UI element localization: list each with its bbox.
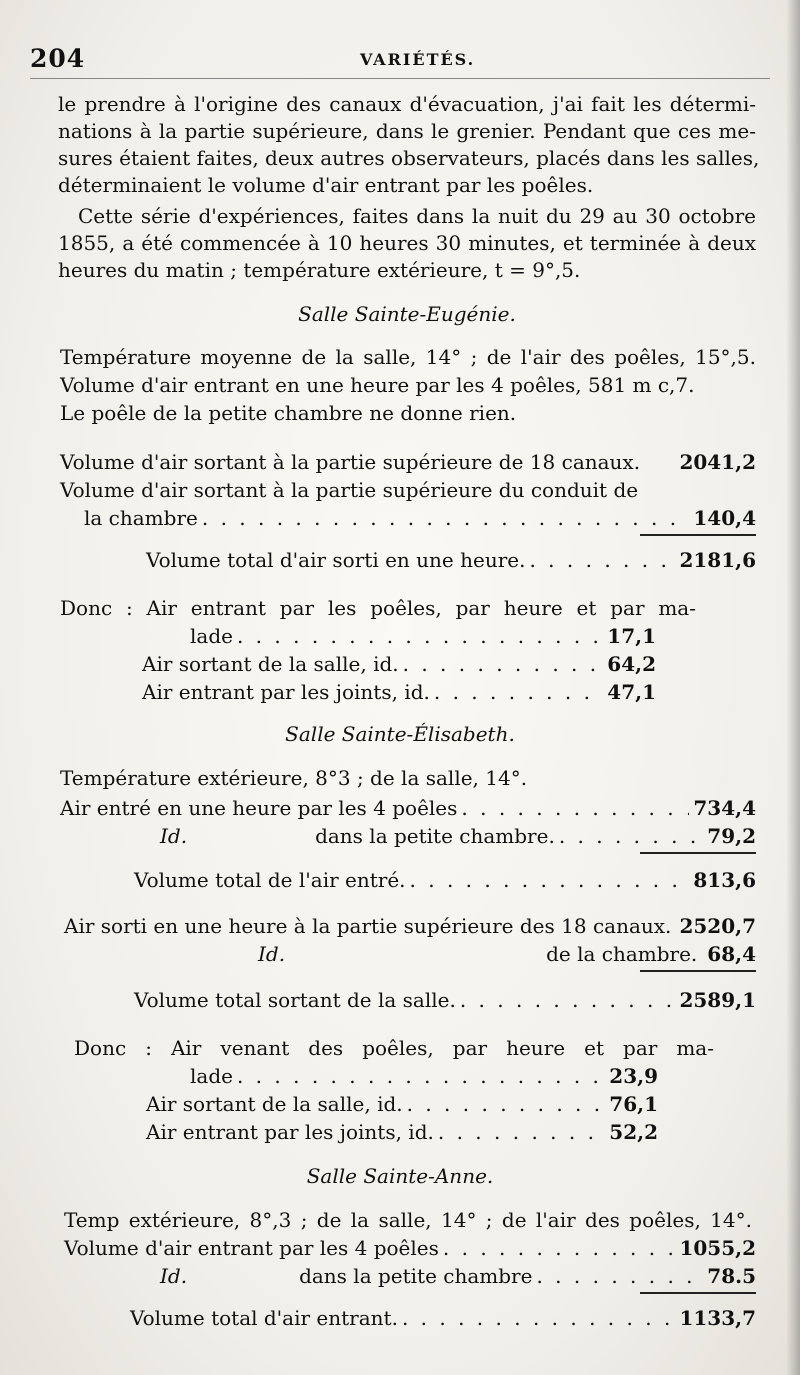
intro-line: le prendre à l'origine des canaux d'évacuation, j'ai fait les détermi- — [58, 92, 756, 116]
table-row — [146, 1092, 658, 1116]
page-header — [30, 44, 770, 78]
row-value: 1055,2 — [679, 1236, 756, 1260]
row-label: Volume d'air entrant par les 4 poêles — [64, 1236, 439, 1260]
row-value: 47,1 — [607, 680, 656, 704]
table-row — [84, 506, 756, 530]
row-label: lade — [190, 624, 233, 648]
header-rule — [30, 78, 770, 79]
row-value: 2181,6 — [679, 548, 756, 572]
table-row — [190, 1064, 658, 1088]
row-value: 79,2 — [707, 824, 756, 848]
row-value: 68,4 — [707, 942, 756, 966]
row-label: dans la petite chambre — [299, 1264, 533, 1288]
table-row — [142, 652, 656, 676]
running-title: VARIÉTÉS. — [360, 50, 476, 69]
table-row — [160, 1264, 756, 1288]
row-label: Volume total d'air entrant. — [130, 1306, 398, 1330]
sum-rule — [640, 852, 756, 854]
row-value: 76,1 — [609, 1092, 658, 1116]
row-label: Air sortant de la salle, id. — [142, 652, 399, 676]
table-row — [160, 824, 756, 848]
eugenie-line: Température moyenne de la salle, 14° ; de l'air des poêles, 15°,5. — [60, 345, 756, 369]
row-label: Volume total sortant de la salle. — [134, 988, 456, 1012]
row-value: 734,4 — [693, 796, 756, 820]
section-title-elisabeth: Salle Sainte-Élisabeth. — [285, 722, 515, 746]
sum-rule — [640, 1292, 756, 1294]
table-row — [64, 1236, 756, 1260]
eugenie-line: Le poêle de la petite chambre ne donne rien. — [60, 401, 517, 425]
row-value: 1133,7 — [679, 1306, 756, 1330]
intro-line: déterminaient le volume d'air entrant par les poêles. — [58, 173, 594, 197]
row-label: Volume d'air sortant à la partie supérieure de 18 canaux. — [60, 450, 641, 474]
table-row-total — [146, 548, 756, 572]
page-number: 204 — [30, 44, 86, 73]
sum-rule — [640, 534, 756, 536]
elisabeth-temp: Température extérieure, 8°3 ; de la salle, 14°. — [60, 766, 528, 790]
row-label: lade — [190, 1064, 233, 1088]
row-value: 140,4 — [693, 506, 756, 530]
table-row — [64, 914, 756, 938]
row-value: 17,1 — [607, 624, 656, 648]
intro-line: Cette série d'expériences, faites dans la nuit du 29 au 30 octobre — [78, 204, 756, 228]
row-label: Air entrant par les joints, id. — [146, 1120, 434, 1144]
page-edge-shadow — [786, 0, 800, 1375]
table-row — [258, 942, 756, 966]
row-label: la chambre — [84, 506, 198, 530]
table-row-total — [134, 868, 756, 892]
section-title-anne: Salle Sainte-Anne. — [306, 1164, 494, 1188]
intro-line: sures étaient faites, deux autres observateurs, placés dans les salles, — [58, 146, 760, 170]
id-abbrev: Id. — [258, 942, 286, 966]
table-row-total — [130, 1306, 756, 1330]
row-label: Volume d'air sortant à la partie supérieure du conduit de — [60, 478, 639, 502]
row-label: Volume total d'air sorti en une heure. — [146, 548, 526, 572]
row-value: 2589,1 — [679, 988, 756, 1012]
row-value: 813,6 — [693, 868, 756, 892]
eugenie-line: Volume d'air entrant en une heure par les 4 poêles, 581 m c,7. — [60, 373, 695, 397]
table-row — [142, 680, 656, 704]
row-value: 2041,2 — [679, 450, 756, 474]
intro-line: heures du matin ; température extérieure, t = 9°,5. — [58, 258, 581, 282]
id-abbrev: Id. — [160, 1264, 188, 1288]
row-value: 23,9 — [609, 1064, 658, 1088]
table-row — [60, 450, 756, 474]
intro-line: 1855, a été commencée à 10 heures 30 minutes, et terminée à deux — [58, 231, 756, 255]
row-label: Air sorti en une heure à la partie supérieure des 18 canaux. — [64, 914, 672, 938]
row-label: Air sortant de la salle, id. — [146, 1092, 403, 1116]
section-title-eugenie: Salle Sainte-Eugénie. — [298, 302, 516, 326]
table-row — [60, 796, 756, 820]
row-value: 52,2 — [609, 1120, 658, 1144]
table-row-total — [134, 988, 756, 1012]
intro-line: nations à la partie supérieure, dans le grenier. Pendant que ces me- — [58, 119, 756, 143]
sum-rule — [640, 970, 756, 972]
row-value: 2520,7 — [679, 914, 756, 938]
donc-line: Donc : Air entrant par les poêles, par heure et par ma- — [60, 596, 696, 620]
id-abbrev: Id. — [160, 824, 188, 848]
row-label: Air entrant par les joints, id. — [142, 680, 430, 704]
row-label: de la chambre. — [546, 942, 698, 966]
table-row — [190, 624, 656, 648]
anne-temp: Temp extérieure, 8°,3 ; de la salle, 14° ; de l'air des poêles, 14°. — [64, 1208, 752, 1232]
row-label: dans la petite chambre. — [315, 824, 555, 848]
row-value: 78.5 — [707, 1264, 756, 1288]
row-label: Volume total de l'air entré. — [134, 868, 406, 892]
table-row — [146, 1120, 658, 1144]
row-value: 64,2 — [607, 652, 656, 676]
donc-line: Donc : Air venant des poêles, par heure et par ma- — [74, 1036, 714, 1060]
row-label: Air entré en une heure par les 4 poêles — [60, 796, 458, 820]
